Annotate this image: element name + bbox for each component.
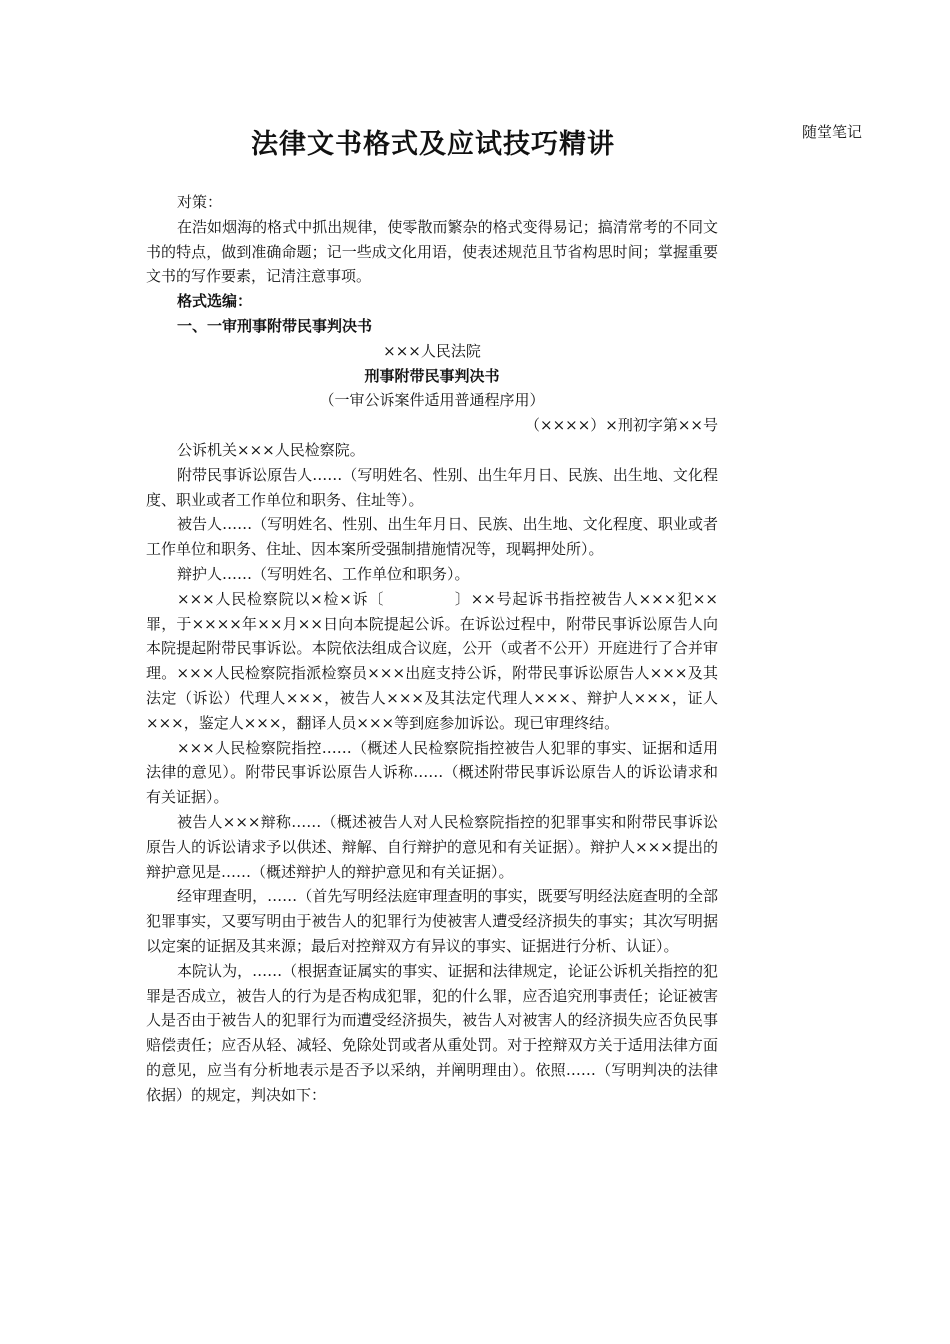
indictment-text-start: ×××人民检察院以×检×诉〔 — [177, 589, 385, 608]
paragraph-court-opinion: 本院认为，……（根据查证属实的事实、证据和法律规定，论证公诉机关指控的犯罪是否成立，被告人的行为是否构成犯罪，犯的什么罪，应否追究刑事责任；论证被害人是否由于被告人的犯罪行为而遭受经济损失，被告人对被害人的经济损失应否负民事赔偿责任；应否从轻、减轻、免除处罚或者从重处罚。对于控辩双方关于适用法律方面的意见，应当有分析地表示是否予以采纳，并阐明理由）。依照……（写明判决的法律依据）的规定，判决如下： — [146, 961, 718, 1104]
judgment-title: 刑事附带民事判决书 — [364, 366, 500, 385]
paragraph-defense: 被告人×××辩称……（概述被告人对人民检察院指控的犯罪事实和附带民事诉讼原告人的诉讼请求予以供述、辩解、自行辩护的意见和有关证据）。辩护人×××提出的辩护意见是……（概述辩护人的辩护意见和有关证据）。 — [146, 812, 718, 881]
judgment-subtitle: （一审公诉案件适用普通程序用） — [319, 391, 545, 410]
paragraph-facts: 经审理查明，……（首先写明经法庭审理查明的事实，既要写明经法庭查明的全部犯罪事实，又要写明由于被告人的犯罪行为使被害人遭受经济损失的事实；其次写明据以定案的证据及其来源；最后对控辩双方有异议的事实、证据进行分析、认证）。 — [146, 887, 718, 955]
paragraph-defendant: 被告人……（写明姓名、性别、出生年月日、民族、出生地、文化程度、职业或者工作单位和职务、住址、因本案所受强制措施情况等，现羁押处所）。 — [146, 515, 718, 559]
court-name: ×××人民法院 — [383, 341, 481, 360]
document-title: 法律文书格式及应试技巧精讲 — [251, 129, 615, 160]
paragraph-prosecutor: 公诉机关×××人民检察院。 — [177, 440, 365, 459]
strategy-label: 对策： — [177, 193, 223, 211]
corner-note: 随堂笔记 — [802, 123, 863, 141]
paragraph-defender: 辩护人……（写明姓名、工作单位和职务）。 — [177, 564, 470, 583]
paragraph-plaintiff: 附带民事诉讼原告人……（写明姓名、性别、出生年月日、民族、出生地、文化程度、职业或者工作单位和职务、住址等）。 — [146, 465, 718, 509]
case-number: （××××）×刑初字第××号 — [525, 416, 718, 435]
paragraph-indictment — [146, 587, 718, 736]
document-content — [146, 190, 718, 1107]
paragraph-accusation: ×××人民检察院指控……（概述人民检察院指控被告人犯罪的事实、证据和适用法律的意见）。附带民事诉讼原告人诉称……（概述附带民事诉讼原告人的诉讼请求和有关证据）。 — [146, 738, 718, 807]
format-heading: 格式选编： — [177, 292, 253, 311]
indictment-text-rest: 〕××号起诉书指控被告人×××犯××罪，于××××年××月××日向本院提起公诉。在诉讼过程中，附带民事诉讼原告人向本院提起附带民事诉讼。本院依法组成合议庭，公开（或者不公开）开庭进行了合并审理。×××人民检察院指派检察员×××出庭支持公诉，附带民事诉讼原告人×××及其法定（诉讼）代理人×××，被告人×××及其法定代理人×××、辩护人×××，证人×××，鉴定人×××，翻译人员×××等到庭参加诉讼。现已审理终结。 — [146, 589, 718, 732]
section-heading: 一、一审刑事附带民事判决书 — [177, 316, 373, 335]
strategy-text: 在浩如烟海的格式中抓出规律，使零散而繁杂的格式变得易记；搞清常考的不同文书的特点，做到准确命题；记一些成文化用语，使表述规范且节省构思时间；掌握重要文书的写作要素，记清注意事项。 — [146, 217, 718, 286]
